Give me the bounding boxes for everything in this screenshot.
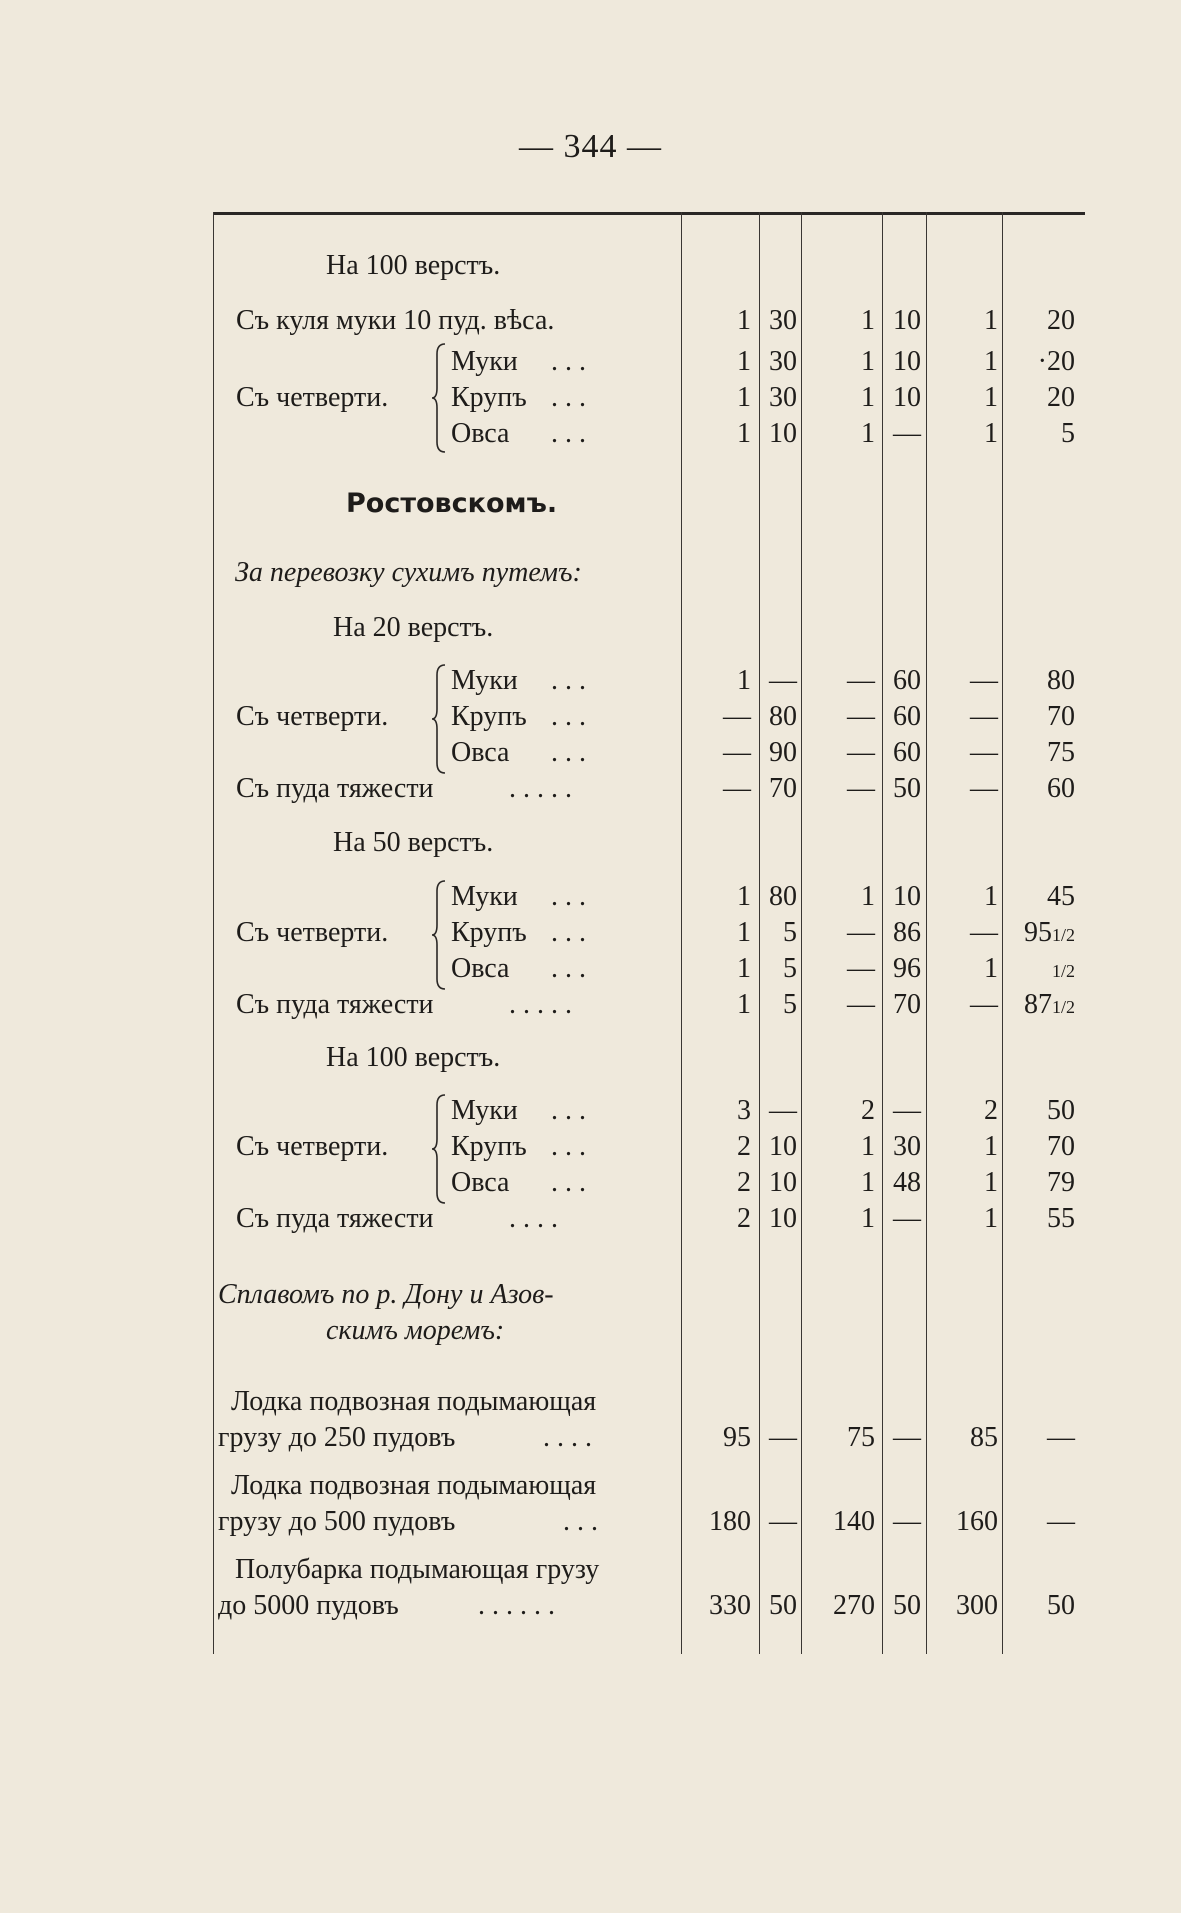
- cell-fraction: 1/2: [1051, 961, 1075, 981]
- cell: 50: [1047, 1590, 1075, 1621]
- cell: —: [970, 737, 998, 768]
- cell: 1: [984, 953, 998, 984]
- cell: 80: [769, 701, 797, 732]
- row-label: Съ четверти.: [236, 701, 389, 732]
- cell: 1: [737, 665, 751, 696]
- leader-dots: . . . . .: [509, 773, 572, 804]
- cell: 60: [893, 665, 921, 696]
- cell: 30: [769, 305, 797, 336]
- leader-dots: . . . .: [509, 1203, 558, 1234]
- cell: 5: [783, 989, 797, 1020]
- cell: —: [970, 701, 998, 732]
- leader-dots: . . .: [551, 1095, 586, 1126]
- cell: 5: [1061, 418, 1075, 449]
- leader-dots: . . . . . .: [478, 1590, 555, 1621]
- cell: —: [847, 701, 875, 732]
- cell: ·20: [1037, 346, 1075, 377]
- cell: 1: [984, 305, 998, 336]
- cell: 1: [737, 346, 751, 377]
- cell: 60: [893, 737, 921, 768]
- table-row: [213, 951, 1085, 987]
- cell: 95: [723, 1422, 751, 1453]
- table-row: [213, 416, 1085, 452]
- cell: 48: [893, 1167, 921, 1198]
- cell: 270: [833, 1590, 875, 1621]
- cell: —: [847, 989, 875, 1020]
- cell: 1: [984, 1203, 998, 1234]
- cell: —: [847, 665, 875, 696]
- cell: 20: [1047, 382, 1075, 413]
- cell: 2: [861, 1095, 875, 1126]
- cell: 80: [1047, 665, 1075, 696]
- row-label: грузу до 500 пудовъ: [218, 1506, 456, 1537]
- cell: 20: [1047, 305, 1075, 336]
- table-row: [213, 1588, 1085, 1624]
- table-row: [213, 1129, 1085, 1165]
- cell: —: [769, 1422, 797, 1453]
- row-label: Съ четверти.: [236, 917, 389, 948]
- cell: 60: [893, 701, 921, 732]
- cell: —: [893, 1203, 921, 1234]
- cell: —: [847, 917, 875, 948]
- cell: 1: [861, 305, 875, 336]
- cell: —: [847, 737, 875, 768]
- heading-splav-line2: скимъ моремъ:: [326, 1315, 505, 1346]
- cell: 1: [861, 881, 875, 912]
- section-heading: [213, 248, 1085, 284]
- table-row: [213, 1504, 1085, 1540]
- cell: 30: [769, 346, 797, 377]
- cell: 1: [861, 346, 875, 377]
- grain-label: Овса: [451, 953, 510, 984]
- leader-dots: . . .: [551, 881, 586, 912]
- cell: 5: [783, 917, 797, 948]
- table-row: [213, 1093, 1085, 1129]
- heading-20-verst: На 20 верстъ.: [333, 612, 494, 643]
- grain-label: Овса: [451, 418, 510, 449]
- table-row: [213, 1468, 1085, 1504]
- cell: 30: [893, 1131, 921, 1162]
- cell: 10: [893, 382, 921, 413]
- cell: —: [893, 1095, 921, 1126]
- row-label: до 5000 пудовъ: [218, 1590, 399, 1621]
- cell: —: [723, 773, 751, 804]
- cell: 10: [769, 1203, 797, 1234]
- row-label: грузу до 250 пудовъ: [218, 1422, 456, 1453]
- cell: 1: [861, 1131, 875, 1162]
- section-heading: [213, 555, 1085, 591]
- cell-fraction: 1/2: [1051, 925, 1075, 945]
- page-number: — 344 —: [519, 128, 662, 165]
- grain-label: Овса: [451, 737, 510, 768]
- tariff-table: [213, 212, 1085, 1654]
- cell: —: [970, 917, 998, 948]
- cell: 2: [737, 1167, 751, 1198]
- cell: 1: [861, 382, 875, 413]
- row-label: Съ четверти.: [236, 1131, 389, 1162]
- cell: 1: [737, 382, 751, 413]
- grain-label: Муки: [451, 1095, 518, 1126]
- cell: 10: [769, 1167, 797, 1198]
- cell: 1: [984, 1167, 998, 1198]
- leader-dots: . . .: [551, 737, 586, 768]
- row-label: Лодка подвозная подымающая: [231, 1470, 597, 1501]
- cell: 85: [970, 1422, 998, 1453]
- cell: 5: [783, 953, 797, 984]
- grain-label: Крупъ: [451, 701, 527, 732]
- cell: 79: [1047, 1167, 1075, 1198]
- cell: 1: [737, 881, 751, 912]
- table-row: [213, 1201, 1085, 1237]
- table-row: [213, 344, 1085, 380]
- cell: 140: [833, 1506, 875, 1537]
- cell: 1: [861, 418, 875, 449]
- leader-dots: . . . . .: [509, 989, 572, 1020]
- leader-dots: . . .: [551, 917, 586, 948]
- leader-dots: . . .: [551, 953, 586, 984]
- cell: —: [847, 773, 875, 804]
- cell: 1: [984, 418, 998, 449]
- leader-dots: . . .: [551, 382, 586, 413]
- section-heading: [213, 1313, 1085, 1349]
- table-row: [213, 879, 1085, 915]
- cell: 1: [984, 1131, 998, 1162]
- cell: 1: [984, 881, 998, 912]
- cell: 2: [737, 1131, 751, 1162]
- leader-dots: . . .: [551, 1167, 586, 1198]
- table-top-rule: [213, 212, 1085, 215]
- leader-dots: . . . .: [543, 1422, 592, 1453]
- cell: 70: [893, 989, 921, 1020]
- leader-dots: . . .: [563, 1506, 598, 1537]
- cell: 1: [737, 917, 751, 948]
- table-row: [213, 915, 1085, 951]
- cell: 1: [737, 305, 751, 336]
- cell: 10: [893, 346, 921, 377]
- cell: 1: [984, 346, 998, 377]
- cell: 1: [737, 418, 751, 449]
- cell: 330: [709, 1590, 751, 1621]
- cell: —: [847, 953, 875, 984]
- table-row: [213, 1384, 1085, 1420]
- cell: 55: [1047, 1203, 1075, 1234]
- cell: [1003, 987, 1075, 1025]
- cell: 1: [861, 1203, 875, 1234]
- cell: 2: [984, 1095, 998, 1126]
- table-row: [213, 735, 1085, 771]
- cell: 45: [1047, 881, 1075, 912]
- cell: 30: [769, 382, 797, 413]
- cell: —: [893, 418, 921, 449]
- grain-label: Крупъ: [451, 382, 527, 413]
- row-label: Лодка подвозная подымающая: [231, 1386, 597, 1417]
- cell: 70: [1047, 701, 1075, 732]
- cell: 10: [769, 418, 797, 449]
- cell: —: [893, 1506, 921, 1537]
- row-label: Съ куля муки 10 пуд. вѣса.: [236, 305, 555, 336]
- heading-splav-line1: Сплавомъ по р. Дону и Азов-: [218, 1279, 554, 1310]
- cell: 50: [893, 773, 921, 804]
- cell: 2: [737, 1203, 751, 1234]
- heading-dry-transport: За перевозку сухимъ путемъ:: [235, 557, 582, 588]
- section-heading: [213, 825, 1085, 861]
- leader-dots: . . .: [551, 701, 586, 732]
- leader-dots: . . .: [551, 418, 586, 449]
- cell: 90: [769, 737, 797, 768]
- table-row: [213, 303, 1085, 339]
- cell: —: [970, 773, 998, 804]
- table-row: [213, 699, 1085, 735]
- cell: —: [893, 1422, 921, 1453]
- heading-50-verst: На 50 верстъ.: [333, 827, 494, 858]
- cell-integer: 87: [1023, 989, 1052, 1020]
- heading-rostov: Ростовскомъ.: [346, 488, 558, 519]
- cell: —: [769, 665, 797, 696]
- cell-integer: 95: [1023, 917, 1052, 948]
- table-row: [213, 663, 1085, 699]
- cell: 86: [893, 917, 921, 948]
- cell: —: [769, 1095, 797, 1126]
- cell: 75: [1047, 737, 1075, 768]
- cell-fraction: 1/2: [1051, 997, 1075, 1017]
- cell: —: [1047, 1506, 1075, 1537]
- section-heading: [213, 1040, 1085, 1076]
- cell: 1: [737, 989, 751, 1020]
- cell: 50: [1047, 1095, 1075, 1126]
- grain-label: Крупъ: [451, 917, 527, 948]
- row-label: Съ пуда тяжести: [236, 773, 434, 804]
- grain-label: Овса: [451, 1167, 510, 1198]
- cell: 50: [893, 1590, 921, 1621]
- leader-dots: . . .: [551, 346, 586, 377]
- cell: 1: [984, 382, 998, 413]
- row-label: Съ четверти.: [236, 382, 389, 413]
- cell: —: [1047, 1422, 1075, 1453]
- table-row: [213, 1165, 1085, 1201]
- cell: 1: [861, 1167, 875, 1198]
- row-label: Полубарка подымающая грузу: [235, 1554, 600, 1585]
- cell: —: [769, 1506, 797, 1537]
- cell: 96: [893, 953, 921, 984]
- cell: 3: [737, 1095, 751, 1126]
- table-row: [213, 1420, 1085, 1456]
- table-row: [213, 1552, 1085, 1588]
- cell: 80: [769, 881, 797, 912]
- grain-label: Крупъ: [451, 1131, 527, 1162]
- cell: 1: [737, 953, 751, 984]
- cell: —: [970, 665, 998, 696]
- section-heading: [213, 1277, 1085, 1313]
- cell: —: [723, 701, 751, 732]
- cell: [1003, 915, 1075, 953]
- heading-100-verst: На 100 верстъ.: [326, 250, 501, 281]
- grain-label: Муки: [451, 665, 518, 696]
- section-heading: [213, 486, 1085, 522]
- table-row: [213, 987, 1085, 1023]
- cell: 10: [893, 881, 921, 912]
- cell: 300: [956, 1590, 998, 1621]
- cell: 10: [893, 305, 921, 336]
- cell: —: [970, 989, 998, 1020]
- leader-dots: . . .: [551, 1131, 586, 1162]
- table-row: [213, 380, 1085, 416]
- cell: 70: [1047, 1131, 1075, 1162]
- cell: 180: [709, 1506, 751, 1537]
- heading-100-verst-2: На 100 верстъ.: [326, 1042, 501, 1073]
- cell: 50: [769, 1590, 797, 1621]
- cell: [1003, 951, 1075, 989]
- row-label: Съ пуда тяжести: [236, 989, 434, 1020]
- leader-dots: . . .: [551, 665, 586, 696]
- cell: —: [723, 737, 751, 768]
- cell: 160: [956, 1506, 998, 1537]
- cell: 10: [769, 1131, 797, 1162]
- cell: 75: [847, 1422, 875, 1453]
- table-row: [213, 771, 1085, 807]
- grain-label: Муки: [451, 346, 518, 377]
- grain-label: Муки: [451, 881, 518, 912]
- cell: 60: [1047, 773, 1075, 804]
- section-heading: [213, 610, 1085, 646]
- cell: 70: [769, 773, 797, 804]
- row-label: Съ пуда тяжести: [236, 1203, 434, 1234]
